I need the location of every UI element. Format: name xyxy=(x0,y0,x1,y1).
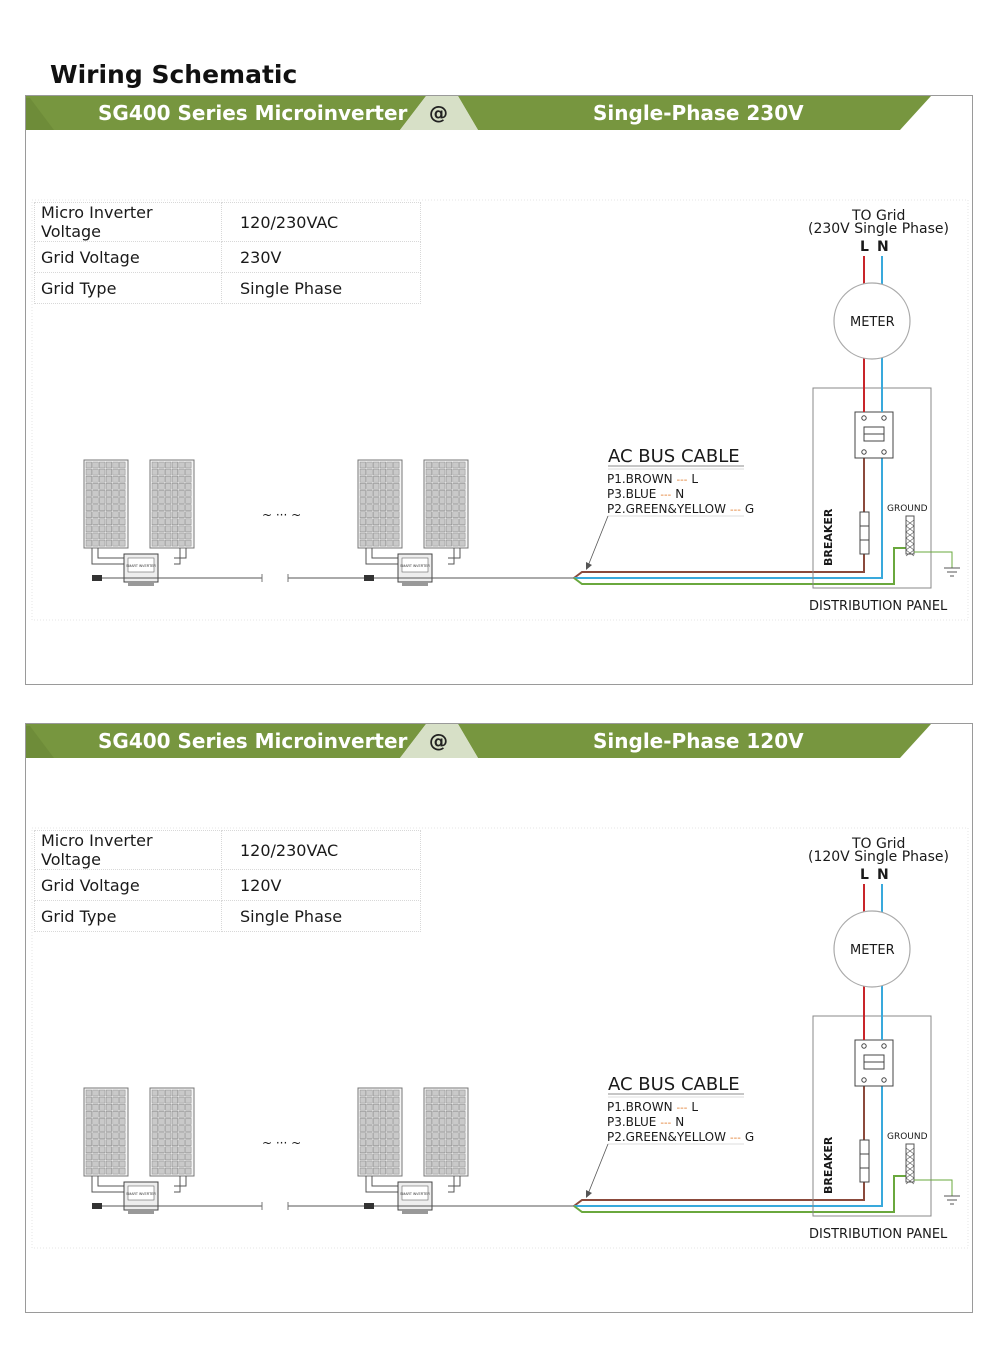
ac-bus-wire-line xyxy=(607,487,684,501)
ac-bus-pointer xyxy=(588,1144,608,1194)
wire-code: L xyxy=(691,1100,699,1114)
spec-value: Single Phase xyxy=(222,273,421,304)
grid-n-label: N xyxy=(877,867,889,883)
ac-bus-wire-line xyxy=(607,1130,754,1144)
wire-code: L xyxy=(691,472,699,486)
ac-bus-title: AC BUS CABLE xyxy=(608,1074,740,1095)
wire-separator: --- xyxy=(660,490,672,501)
wire-separator: --- xyxy=(660,1118,672,1129)
ac-bus-wire-line xyxy=(607,502,754,516)
banner-product-title: SG400 Series Microinverter xyxy=(98,729,408,753)
wire-separator: --- xyxy=(676,475,688,486)
wire-name: P3.BLUE xyxy=(607,1115,657,1129)
inverter-label: SMART INVERTER xyxy=(400,564,430,568)
spec-value: 120V xyxy=(222,870,421,901)
breaker-label: BREAKER xyxy=(822,1136,835,1194)
wire-separator: --- xyxy=(730,505,741,516)
spec-table xyxy=(34,202,421,304)
earth-ground-icon xyxy=(944,568,960,576)
earth-lead xyxy=(914,552,952,568)
inverter-label: SMART INVERTER xyxy=(126,1192,156,1196)
spec-row xyxy=(35,870,421,901)
schematic-panel-120v xyxy=(25,723,973,1313)
spec-row xyxy=(35,901,421,932)
grid-n-label: N xyxy=(877,239,889,255)
ac-bus-wire-line xyxy=(607,472,698,486)
distribution-panel-label: DISTRIBUTION PANEL xyxy=(809,1227,948,1242)
spec-key: Grid Voltage xyxy=(35,870,222,901)
solar-panel xyxy=(150,460,194,548)
wire-code: N xyxy=(675,1115,685,1129)
banner-at-symbol: @ xyxy=(429,730,448,752)
spec-value: 120/230VAC xyxy=(222,203,421,242)
ground-bar xyxy=(906,1144,914,1184)
solar-panel xyxy=(424,460,468,548)
trunk-cable xyxy=(92,1202,574,1210)
ac-bus-title: AC BUS CABLE xyxy=(608,446,740,467)
ellipsis-between-modules: ~ ··· ~ xyxy=(262,1136,302,1150)
spec-row xyxy=(35,242,421,273)
solar-panel xyxy=(84,460,128,548)
solar-panel xyxy=(424,1088,468,1176)
spec-value: 230V xyxy=(222,242,421,273)
wiring-diagram xyxy=(26,96,974,686)
wire-separator: --- xyxy=(730,1133,741,1144)
wiring-diagram xyxy=(26,724,974,1314)
grid-l-label: L xyxy=(860,867,869,883)
spec-key: Micro Inverter Voltage xyxy=(35,831,222,870)
meter-label: METER xyxy=(850,315,895,330)
microinverter xyxy=(124,554,158,586)
microinverter xyxy=(398,1182,432,1214)
spec-key: Micro Inverter Voltage xyxy=(35,203,222,242)
distribution-panel-label: DISTRIBUTION PANEL xyxy=(809,599,948,614)
ground-label: GROUND xyxy=(887,1132,928,1142)
spec-row xyxy=(35,831,421,870)
grid-subtitle: (230V Single Phase) xyxy=(808,221,949,237)
wire-name: P3.BLUE xyxy=(607,487,657,501)
banner-at-symbol: @ xyxy=(429,102,448,124)
solar-panel xyxy=(150,1088,194,1176)
grid-title: TO Grid xyxy=(852,208,906,224)
wire-name: P2.GREEN&YELLOW xyxy=(607,502,726,516)
microinverter xyxy=(124,1182,158,1214)
main-switch xyxy=(855,412,893,458)
spec-row xyxy=(35,273,421,304)
microinverter xyxy=(398,554,432,586)
meter-label: METER xyxy=(850,943,895,958)
main-switch xyxy=(855,1040,893,1086)
breaker xyxy=(860,1140,869,1182)
ground-bar xyxy=(906,516,914,556)
spec-table xyxy=(34,830,421,932)
ground-label: GROUND xyxy=(887,504,928,514)
ac-bus-pointer xyxy=(588,516,608,566)
spec-value: Single Phase xyxy=(222,901,421,932)
solar-panel xyxy=(358,460,402,548)
ac-bus-wire-line xyxy=(607,1115,684,1129)
solar-panel xyxy=(84,1088,128,1176)
wire-name: P1.BROWN xyxy=(607,472,673,486)
spec-row xyxy=(35,203,421,242)
schematic-panel-230v xyxy=(25,95,973,685)
solar-panel xyxy=(358,1088,402,1176)
breaker xyxy=(860,512,869,554)
earth-ground-icon xyxy=(944,1196,960,1204)
wire-code: N xyxy=(675,487,685,501)
grid-subtitle: (120V Single Phase) xyxy=(808,849,949,865)
wire-name: P2.GREEN&YELLOW xyxy=(607,1130,726,1144)
inverter-label: SMART INVERTER xyxy=(400,1192,430,1196)
banner-phase-title: Single-Phase 230V xyxy=(593,101,804,125)
grid-l-label: L xyxy=(860,239,869,255)
grid-title: TO Grid xyxy=(852,836,906,852)
banner-phase-title: Single-Phase 120V xyxy=(593,729,804,753)
spec-key: Grid Voltage xyxy=(35,242,222,273)
spec-key: Grid Type xyxy=(35,901,222,932)
wire-separator: --- xyxy=(676,1103,688,1114)
wire-name: P1.BROWN xyxy=(607,1100,673,1114)
ac-bus-wire-line xyxy=(607,1100,698,1114)
ellipsis-between-modules: ~ ··· ~ xyxy=(262,508,302,522)
wire-code: G xyxy=(744,1130,755,1144)
earth-lead xyxy=(914,1180,952,1196)
banner-product-title: SG400 Series Microinverter xyxy=(98,101,408,125)
inverter-label: SMART INVERTER xyxy=(126,564,156,568)
spec-value: 120/230VAC xyxy=(222,831,421,870)
trunk-cable xyxy=(92,574,574,582)
wire-code: G xyxy=(744,502,755,516)
spec-key: Grid Type xyxy=(35,273,222,304)
breaker-label: BREAKER xyxy=(822,508,835,566)
page-title: Wiring Schematic xyxy=(50,60,298,89)
